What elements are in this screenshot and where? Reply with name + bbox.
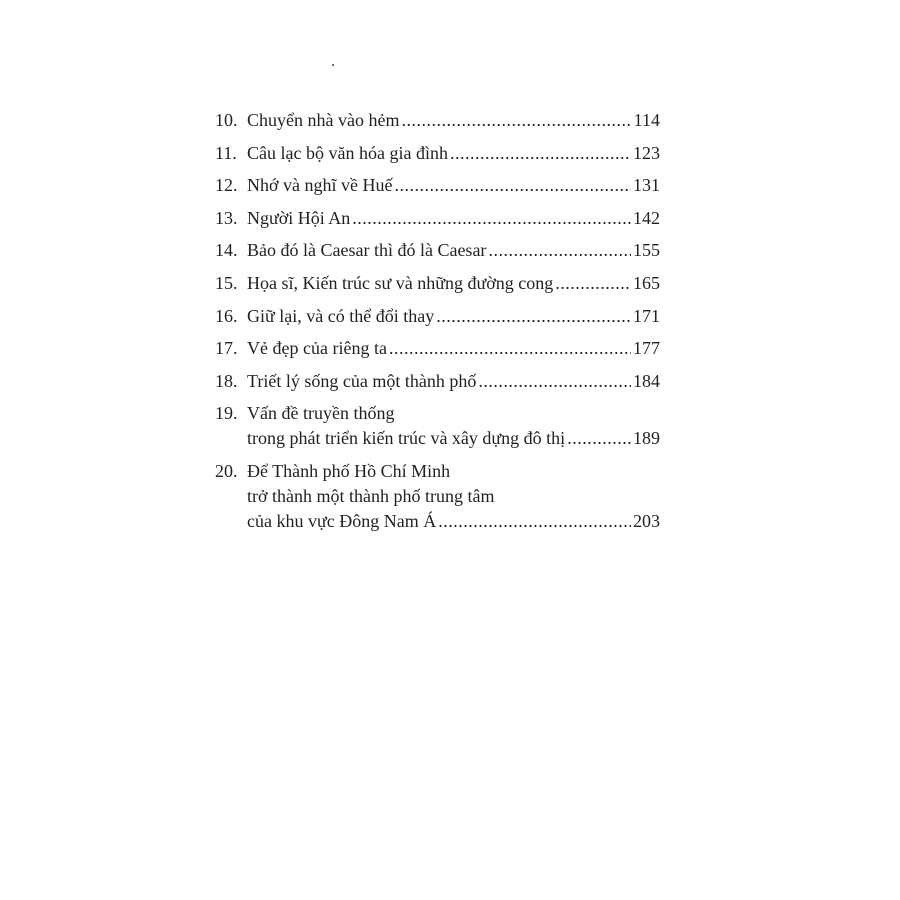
toc-entry-body [247,206,660,230]
toc-entry-line [247,271,660,295]
dot-leader [567,426,631,450]
toc-entry-line [247,426,660,450]
toc-entry-page-number: 155 [633,240,660,261]
toc-entry-line [247,206,660,230]
toc-entry-title: Để Thành phố Hồ Chí Minh [247,460,451,481]
dot-leader [478,369,631,393]
toc-entry-title: Bảo đó là Caesar thì đó là Caesar [247,240,487,261]
toc-entry-number: 15. [215,272,238,293]
dot-leader [555,271,631,295]
toc-entry-line [247,459,660,483]
toc-entry-title: Vẻ đẹp của riêng ta [247,338,387,359]
toc-entry-line [247,336,660,360]
dot-leader [450,141,631,165]
toc-entry-number: 14. [215,240,238,261]
toc-entry-title: Giữ lại, và có thể đổi thay [247,305,435,326]
toc-entry-number: 19. [215,403,238,424]
ink-speck [332,64,334,66]
toc-entry [215,304,660,328]
toc-entry-number: 18. [215,370,238,391]
toc-entry-page-number: 171 [633,305,660,326]
toc-entry-line [247,484,660,508]
toc-entry-line [247,401,660,425]
toc-entry-number: 20. [215,460,238,481]
dot-leader [395,173,632,197]
toc-entry [215,336,660,360]
toc-entry [215,369,660,393]
toc-entry-line [247,369,660,393]
toc-entry-title: Vấn đề truyền thống [247,403,395,424]
toc-entry [215,206,660,230]
toc-entry-line [247,173,660,197]
toc-entry-title: trở thành một thành phố trung tâm [247,485,495,506]
toc-entry-page-number: 184 [633,370,660,391]
toc-entry-body [247,369,660,393]
toc-entry-body [247,459,660,533]
toc-entry-line [247,141,660,165]
toc-entry-title: Chuyển nhà vào hẻm [247,110,400,130]
toc-entry-title: Triết lý sống của một thành phố [247,370,477,391]
toc-entry [215,108,660,132]
toc-entry-line [247,238,660,262]
toc-entry [215,141,660,165]
toc-entry-title: Nhớ và nghĩ về Huế [247,175,393,196]
toc-entry-body [247,173,660,197]
toc-entry-page-number: 203 [633,510,660,531]
toc-entry-number: 10. [215,110,238,130]
toc-entry [215,238,660,262]
dot-leader [436,304,631,328]
toc-entry-body [247,108,660,132]
toc-entry-title: Người Hội An [247,207,351,228]
toc-entry [215,401,660,450]
toc-entry-body [247,304,660,328]
toc-entry-page-number: 131 [633,175,660,196]
dot-leader [389,336,631,360]
toc-entry [215,271,660,295]
toc-entry-page-number: 114 [633,110,660,130]
toc-entry-body [247,401,660,450]
toc-entry-page-number: 177 [633,338,660,359]
dot-leader [438,509,631,533]
toc-entry-number: 12. [215,175,238,196]
dot-leader [352,206,631,230]
toc-entry-title: của khu vực Đông Nam Á [247,510,437,531]
table-of-contents [215,108,660,542]
toc-entry-title: Câu lạc bộ văn hóa gia đình [247,142,448,163]
toc-entry-page-number: 189 [633,428,660,449]
toc-entry-number: 13. [215,207,238,228]
toc-entry-number: 16. [215,305,238,326]
toc-entry-line [247,304,660,328]
toc-entry [215,459,660,533]
toc-entry-body [247,336,660,360]
toc-entry-body [247,238,660,262]
toc-entry-body [247,141,660,165]
toc-entry-page-number: 142 [633,207,660,228]
toc-entry-number: 11. [215,142,237,163]
dot-leader [488,238,631,262]
toc-entry-line [247,509,660,533]
toc-entry-body [247,271,660,295]
toc-entry-title: trong phát triển kiến trúc và xây dựng đô thị [247,428,566,449]
toc-entry [215,173,660,197]
toc-entry-number: 17. [215,338,238,359]
toc-entry-line [247,108,660,132]
toc-entry-page-number: 165 [633,272,660,293]
toc-entry-page-number: 123 [633,142,660,163]
dot-leader [401,108,631,132]
toc-entry-title: Họa sĩ, Kiến trúc sư và những đường cong [247,272,554,293]
